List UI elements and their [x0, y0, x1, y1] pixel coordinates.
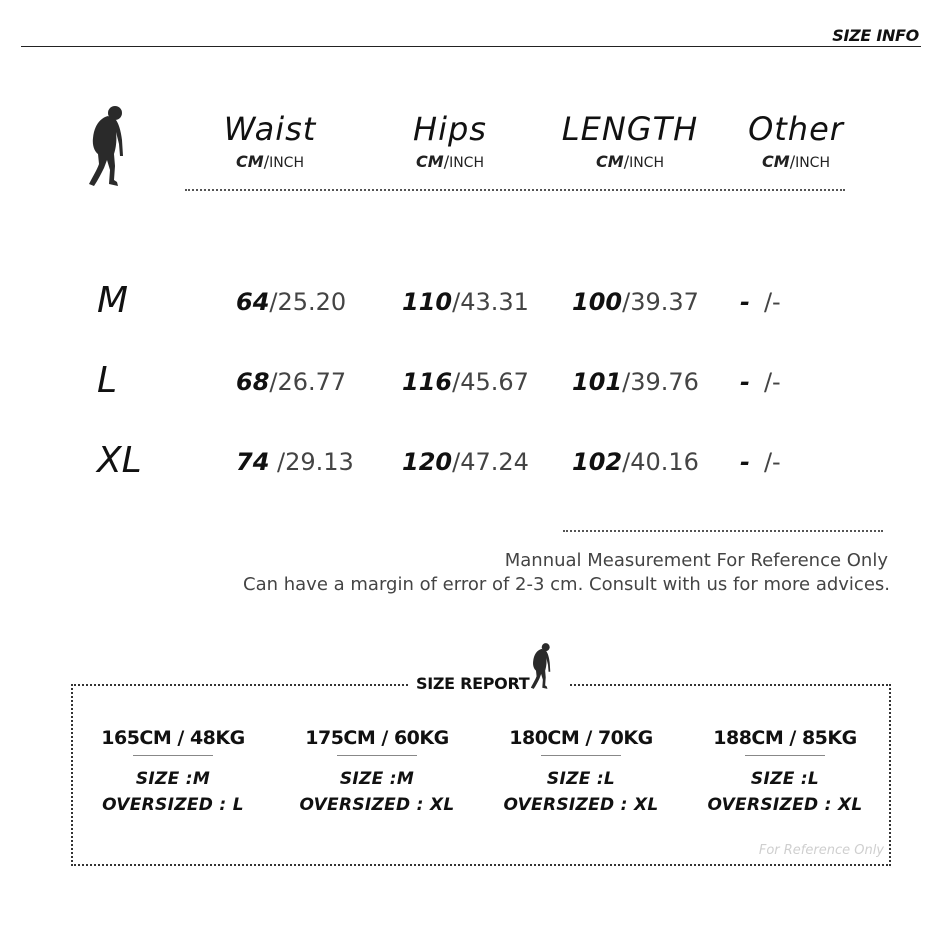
entry-oversized: OVERSIZED : XL: [299, 795, 455, 815]
note-reference: Mannual Measurement For Reference Only: [504, 550, 888, 571]
column-name: Other: [748, 110, 844, 148]
waist-cell: 68/26.77: [236, 368, 347, 396]
report-entry: [282, 727, 472, 818]
column-name: LENGTH: [561, 110, 699, 148]
length-cell: 102/40.16: [572, 448, 699, 476]
column-other: [716, 110, 876, 171]
column-unit: CM/INCH: [596, 152, 664, 171]
waist-cell: 64/25.20: [236, 288, 347, 316]
hips-cell: 120/47.24: [402, 448, 529, 476]
column-unit: CM/INCH: [762, 152, 830, 171]
entry-oversized: OVERSIZED : L: [102, 795, 244, 815]
hips-cell: 116/45.67: [402, 368, 529, 396]
other-cell: - /-: [740, 448, 781, 476]
height-weight: 188CM / 85KG: [713, 727, 857, 749]
entry-size: SIZE :M: [135, 769, 211, 789]
column-hips: [370, 110, 530, 171]
other-cell: - /-: [740, 368, 781, 396]
column-name: Hips: [413, 110, 487, 148]
column-name: Waist: [223, 110, 317, 148]
entry-size: SIZE :L: [750, 769, 820, 789]
reference-footnote: For Reference Only: [758, 843, 884, 858]
entry-size: SIZE :L: [546, 769, 616, 789]
report-entry: [78, 727, 268, 818]
entry-oversized: OVERSIZED : XL: [707, 795, 863, 815]
report-entry: [690, 727, 880, 818]
page-title: SIZE INFO: [832, 26, 919, 45]
walking-ape-icon: [86, 104, 124, 188]
entry-underline: [745, 755, 825, 756]
note-margin-of-error: Can have a margin of error of 2-3 cm. Consult with us for more advices.: [243, 574, 890, 595]
column-length: [550, 110, 710, 171]
walking-ape-icon: [529, 642, 551, 690]
size-report-title: SIZE REPORT: [416, 674, 530, 693]
entry-oversized: OVERSIZED : XL: [503, 795, 659, 815]
waist-cell: 74 /29.13: [236, 448, 354, 476]
header-divider: [21, 46, 921, 47]
entry-size: SIZE :M: [339, 769, 415, 789]
height-weight: 165CM / 48KG: [101, 727, 245, 749]
header-dotted-divider: [185, 189, 845, 191]
column-unit: CM/INCH: [416, 152, 484, 171]
length-cell: 100/39.37: [572, 288, 699, 316]
entry-underline: [541, 755, 621, 756]
report-entry: [486, 727, 676, 818]
hips-cell: 110/43.31: [402, 288, 529, 316]
size-label-m: M: [97, 280, 129, 321]
notes-dotted-divider: [563, 530, 883, 532]
size-label-l: L: [97, 360, 118, 401]
column-unit: CM/INCH: [236, 152, 304, 171]
length-cell: 101/39.76: [572, 368, 699, 396]
entry-underline: [133, 755, 213, 756]
column-waist: [190, 110, 350, 171]
other-cell: - /-: [740, 288, 781, 316]
entry-underline: [337, 755, 417, 756]
height-weight: 175CM / 60KG: [305, 727, 449, 749]
height-weight: 180CM / 70KG: [509, 727, 653, 749]
size-label-xl: XL: [97, 440, 142, 481]
